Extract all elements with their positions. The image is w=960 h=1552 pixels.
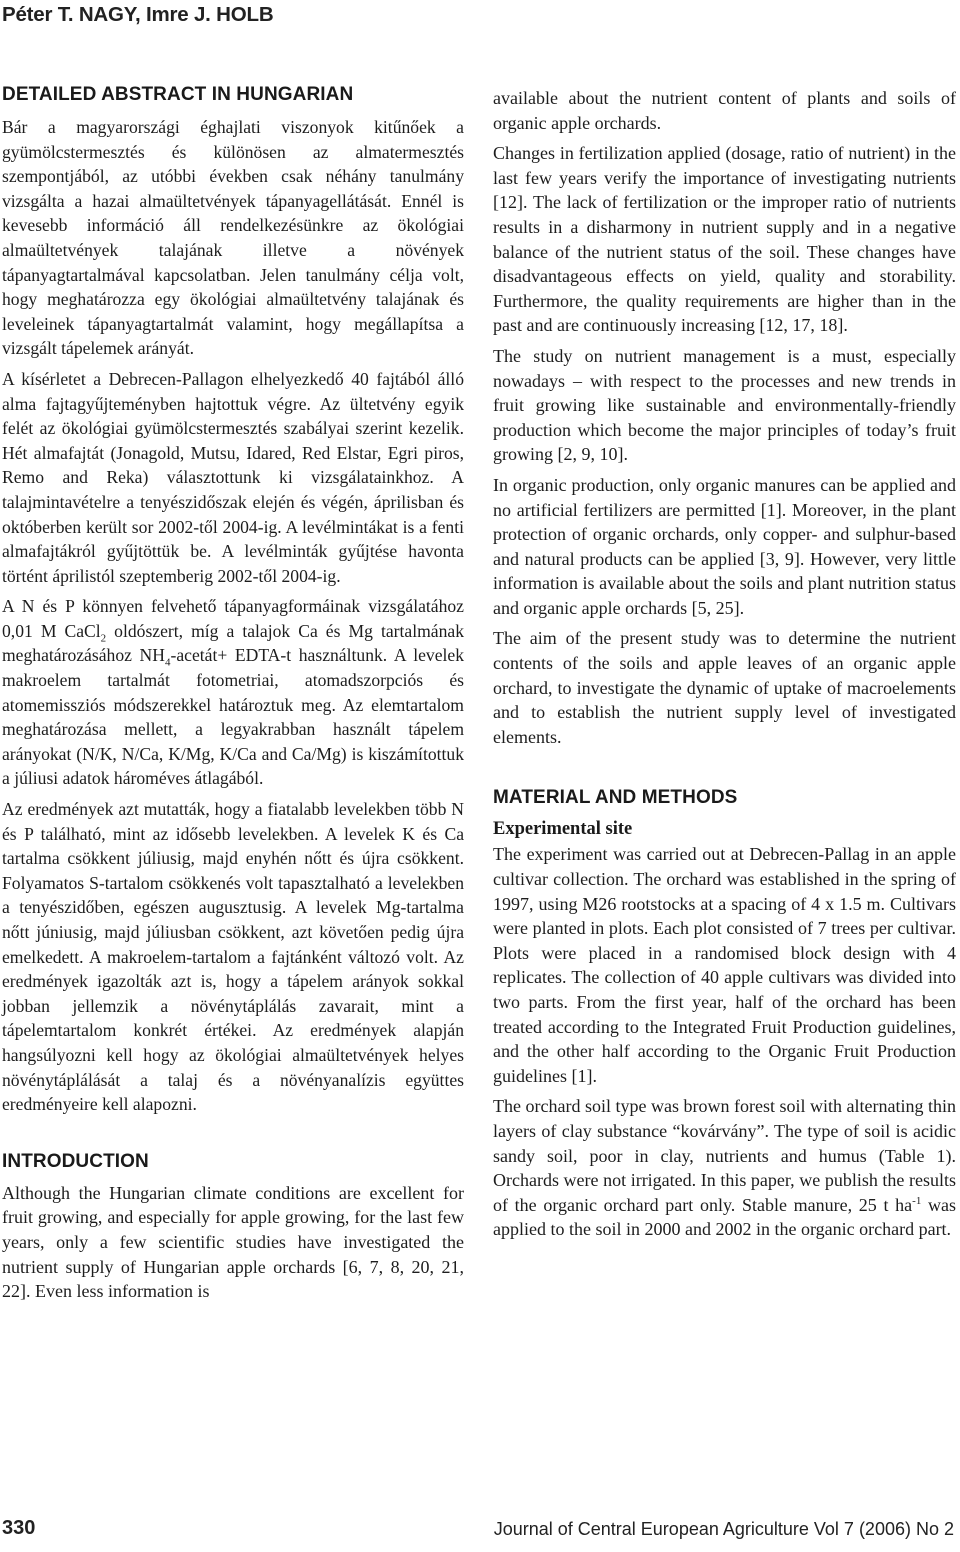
abstract-paragraph-2: A kísérletet a Debrecen-Pallagon elhelyezkedő 40 fajtából álló alma fajtagyűjteményben hajtottuk végre. Az ültetvény egyik felét az ökológiai gyümölcstermesztés szabályai szerint kezelik. Hét almafajtát (Jonagold, Mutsu, Idared, Red Elstar, Egri piros, Remo and Reka) választottunk ki vizsgálatainkhoz. A talajmintavételre a tenyészidőszak elején és végén, áprilisban és októberben került sor 2002-től 2004-ig. A levélmintákat is a fenti almafajtákról gyűjtöttük be. A levélminták gyűjtése havonta történt áprilistól szeptemberig 2002-től 2004-ig. — [2, 368, 464, 586]
methods-text-c: -acetát+ EDTA-t használtunk. A levelek makroelem tartalmát fotometriai, atomadszorpciós és atomemissziós módszerekkel határoztuk meg. Az elemtartalom meghatározása mellett, a legyakrabban használt tápelem arányokat (N/K, N/Ca, K/Mg, K/Ca and Ca/Mg) is kiszámítottuk a júliusi adatok hároméves átlagából. — [2, 645, 464, 789]
introduction-paragraph-1: Although the Hungarian climate conditions are excellent for fruit growing, and especially for apple growing, for the last few years, only a few scientific studies have investigated the nutrient supply of Hungarian apple orchards [6, 7, 8, 20, 21, 22]. Even less information is — [2, 1182, 464, 1302]
soil-paragraph — [493, 1094, 956, 1242]
abstract-methods-paragraph — [2, 594, 464, 791]
introduction-paragraph-2: Changes in fertilization applied (dosage, ratio of nutrient) in the last few years verify the importance of investigating nutrients [12]. The lack of fertilization or the improper ratio of nutrients results in a disharmony in nutrient supply and in a negative balance of the nutrient status of the soil. These changes have disadvantageous effects on yield, quality and storability. Furthermore, the quality requirements are higher than in the past and are continuously increasing [12, 17, 18]. — [493, 143, 956, 336]
subscript-2: 2 — [100, 632, 107, 645]
abstract-heading: DETAILED ABSTRACT IN HUNGARIAN — [2, 84, 354, 105]
running-head-authors: Péter T. NAGY, Imre J. HOLB — [2, 3, 274, 26]
introduction-paragraph-continued: available about the nutrient content of plants and soils of organic apple orchards. — [493, 88, 956, 133]
soil-text-b: was applied to the soil in 2000 and 2002 in the organic orchard part. — [493, 1194, 956, 1240]
right-column — [493, 86, 956, 1248]
introduction-paragraph-4: In organic production, only organic manures can be applied and no artificial fertilizers are permitted [1]. Moreover, in the plant protection of organic orchards, only copper- and sulphur-based and natural products can be applied [3, 9]. However, very little information is available about the soils and plant nutrition status and organic apple orchards [5, 25]. — [493, 474, 956, 618]
methods-text-a: A N és P könnyen felvehető tápanyagformáinak vizsgálatához 0,01 M CaCl — [2, 596, 464, 641]
journal-citation: Journal of Central European Agriculture Vol 7 (2006) No 2 — [493, 1519, 954, 1539]
methods-text-b: oldószert, míg a talajok Ca és Mg tartalmának meghatározásához NH — [2, 620, 464, 666]
introduction-heading: INTRODUCTION — [2, 1150, 149, 1172]
methods-heading: MATERIAL AND METHODS — [493, 787, 738, 809]
subscript-4: 4 — [164, 656, 171, 669]
soil-text-a: The orchard soil type was brown forest soil with alternating thin layers of clay substance “kovárvány”. The type of soil is acidic sandy soil, poor in clay, nutrients and humus (Table 1). Orchards were not irrigated. In this paper, we publish the results of the organic orchard part only. Stable manure, 25 t ha — [493, 1096, 956, 1215]
introduction-paragraph-3: The study on nutrient management is a must, especially nowadays – with respect to the processes and new trends in fruit growing like sustainable and environmentally-friendly production which become the major principles of today’s fruit growing [2, 9, 10]. — [493, 345, 956, 465]
left-column — [2, 84, 464, 1310]
experimental-site-subheading: Experimental site — [493, 819, 633, 840]
experimental-site-paragraph: The experiment was carried out at Debrecen-Pallag in an apple cultivar collection. The orchard was established in the spring of 1997, using M26 rootstocks at a spacing of 4 x 1.5 m. Cultivars were planted in plots. Each plot consisted of 7 trees per cultivar. Plots were placed in a randomised block design with 4 replicates. The collection of 40 apple cultivars was divided into two parts. From the first year, half of the orchard has been treated according to the Integrated Fruit Production guidelines, and the other half according to the Organic Fruit Production guidelines [1]. — [493, 844, 956, 1086]
abstract-paragraph-1: Bár a magyarországi éghajlati viszonyok kitűnőek a gyümölcstermesztés és különösen az almatermesztés szempontjából, az utóbbi években csak néhány tanulmány vizsgálta a hazai almaültetvények tápanyagellátását. Ennél is kevesebb információ áll rendelkezésünkre az ökológiai almaültetvények talajának illetve a növények tápanyagtartalmával kapcsolatban. Jelen tanulmány célja volt, hogy meghatározza egy ökológiai almaültetvény talajának és leveleinek tápanyagtartalmát valamint, hogy megállapítsa a vizsgált tápelemek arányát. — [2, 117, 464, 359]
introduction-paragraph-5: The aim of the present study was to determine the nutrient contents of the soils and apple leaves of an organic apple orchard, to investigate the dynamic of uptake of macroelements and to establish the nutrient supply level of investigated elements. — [493, 628, 956, 747]
superscript-minus-1: -1 — [912, 1194, 922, 1207]
abstract-results-paragraph: Az eredmények azt mutatták, hogy a fiatalabb levelekben több N és P található, mint az idősebb levelekben. A levelek K és Ca tartalma csökkent júliusig, majd enyhén nőtt és újra csökkent. Folyamatos S-tartalom csökkenés volt tapasztalható a levelekben a tenyészidőben, egészen augusztusig. A levelek Mg-tartalma nőtt júniusig, majd júliusban csökkent, azt követően pedig újra emelkedett. A makroelem-tartalom a fajtánként változó volt. Az eredmények igazolták azt is, hogy a tápelem arányok sokkal jobban jellemzik a növénytáplálás zavarait, mint a tápelemtartalom konkrét értékei. Az eredmények alapján hangsúlyozni kell hogy az ökológiai almaültetvények helyes növénytáplálását a talaj és a növényanalízis együttes eredményeire kell alapozni. — [2, 799, 464, 1115]
page-number: 330 — [2, 1517, 36, 1539]
